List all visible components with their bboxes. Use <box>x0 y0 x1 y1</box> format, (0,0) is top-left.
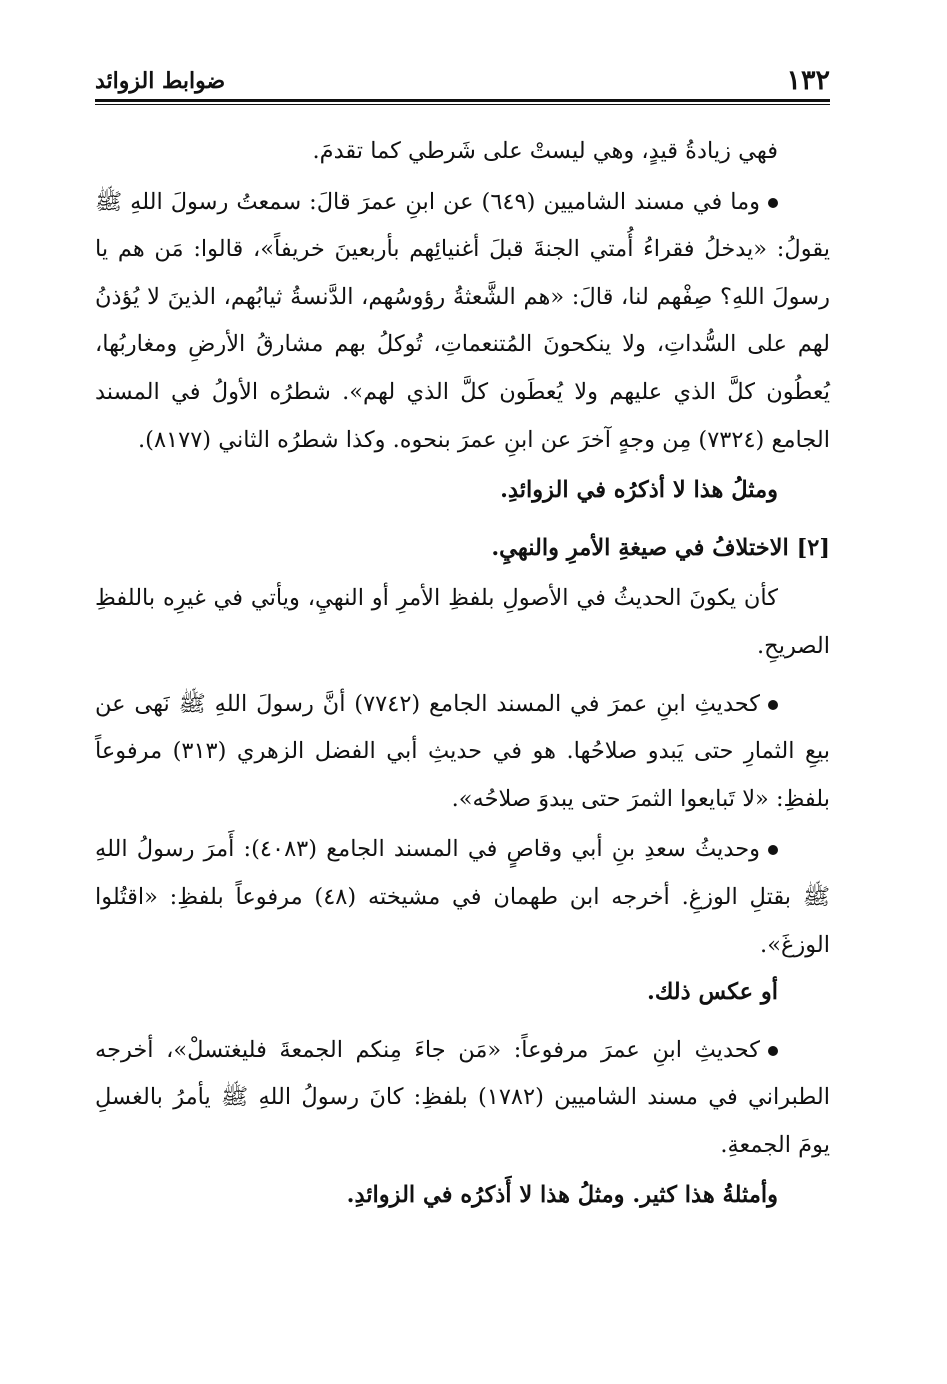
page-body <box>95 128 830 1220</box>
paragraph-bold-1 <box>95 467 830 515</box>
page-number: ١٣٢ <box>786 65 830 96</box>
bullet-paragraph-2 <box>95 681 830 824</box>
paragraph-2 <box>95 575 830 670</box>
paragraph-text: وحديثُ سعدِ بنِ أبي وقاصٍ في المسند الجامع (٤٠٨٣): أَمرَ رسولُ اللهِ ﷺ بقتلِ الوزغِ. أخرجه ابن طهمان في مشيخته (٤٨) مرفوعاً بلفظِ: «اقتُلوا الوزغَ». <box>95 836 831 958</box>
paragraph-bold-3 <box>95 1172 830 1220</box>
paragraph-text: أو عكس ذلك. <box>647 979 778 1006</box>
paragraph-text: وما في مسند الشاميين (٦٤٩) عن ابنِ عمرَ قالَ: سمعتُ رسولَ اللهِ ﷺ يقولُ: «يدخلُ فقراءُ أُمتي الجنةَ قبلَ أغنيائِهم بأربعينَ خريفاً»، قالوا: مَن هم يا رسولَ اللهِ؟ صِفْهم لنا، قالَ: «هم الشَّعثةُ رؤوسُهم، الدَّنسةُ ثيابُهم، الذينَ لا يُؤذنُ لهم على السُّداتِ، ولا ينكحونَ المُتنعماتِ، تُوكلُ بهم مشارقُ الأرضِ ومغاربُها، يُعطُون كلَّ الذي عليهم ولا يُعطَون كلَّ الذي لهم». شطرُه الأولُ في المسند الجامع (٧٣٢٤) مِن وجهٍ آخرَ عن ابنِ عمرَ بنحوه. وكذا شطرُه الثاني (٨١٧٧). <box>95 188 830 453</box>
bullet-icon <box>768 700 778 710</box>
paragraph-text: كحديثِ ابنِ عمرَ في المسند الجامع (٧٧٤٢) أنَّ رسولَ اللهِ ﷺ نَهى عن بيعِ الثمارِ حتى يَبدو صلاحُها. هو في حديثِ أبي الفضل الزهري (٣١٣) مرفوعاً بلفظِ: «لا تَبايعوا الثمرَ حتى يبدوَ صلاحُه». <box>95 690 830 812</box>
section-heading <box>95 525 830 573</box>
bullet-paragraph-1 <box>95 179 830 465</box>
paragraph-text: كأن يكونَ الحديثُ في الأصولِ بلفظِ الأمرِ أو النهيِ، ويأتي في غيرِه باللفظِ الصريحِ. <box>95 585 830 659</box>
paragraph-text: فهي زيادةُ قيدٍ، وهي ليستْ على شَرطي كما تقدمَ. <box>312 138 778 164</box>
bullet-icon <box>768 845 778 855</box>
paragraph-text: كحديثِ ابنِ عمرَ مرفوعاً: «مَن جاءَ مِنكم الجمعةَ فليغتسلْ»، أخرجه الطبراني في مسند الشاميين (١٧٨٢) بلفظِ: كانَ رسولُ اللهِ ﷺ يأمرُ بالغسلِ يومَ الجمعةِ. <box>95 1036 831 1158</box>
bullet-paragraph-3 <box>95 826 830 969</box>
section-heading-text: [٢] الاختلافُ في صيغةِ الأمرِ والنهيِ. <box>491 534 830 561</box>
page-header <box>95 62 830 98</box>
paragraph-text: ومثلُ هذا لا أذكرُه في الزوائدِ. <box>500 477 778 504</box>
running-title: ضوابط الزوائد <box>95 68 226 94</box>
paragraph-bold-2 <box>95 969 830 1017</box>
header-rule-thick <box>95 99 830 102</box>
bullet-icon <box>768 198 778 208</box>
bullet-paragraph-4 <box>95 1027 830 1170</box>
paragraph-text: وأمثلةُ هذا كثير. ومثلُ هذا لا أَذكرُه في الزوائدِ. <box>346 1182 778 1209</box>
header-rule-thin <box>95 104 830 105</box>
bullet-icon <box>768 1046 778 1056</box>
paragraph-1 <box>95 128 830 176</box>
